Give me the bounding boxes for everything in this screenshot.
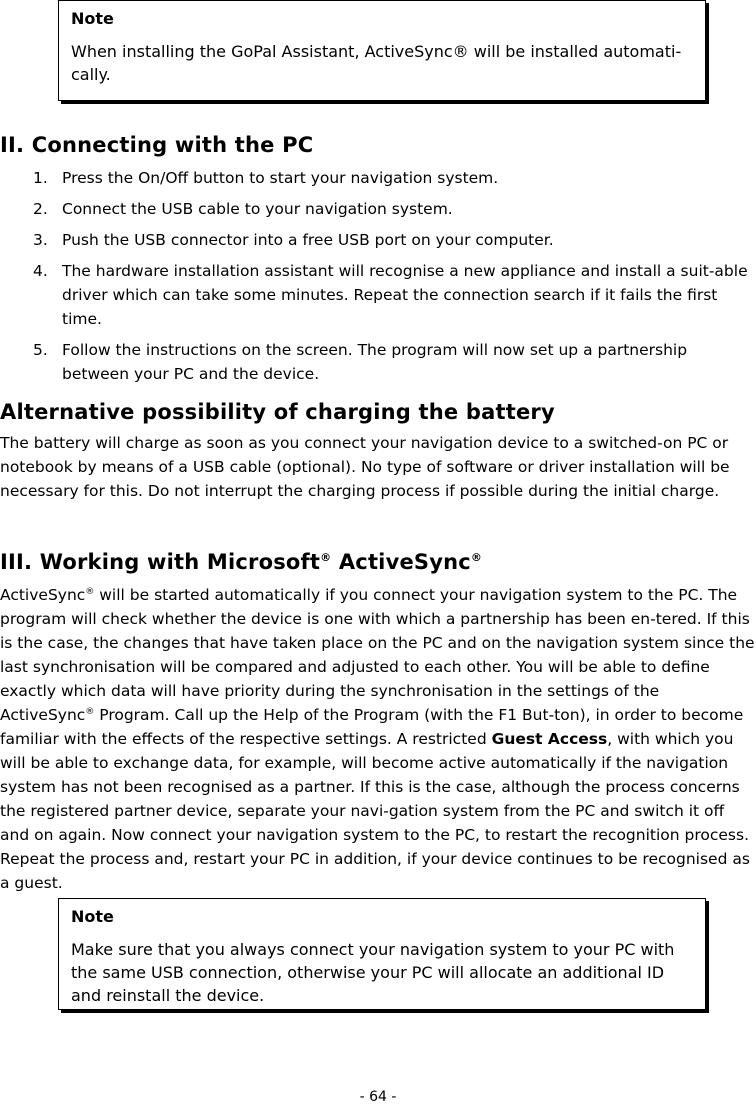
text-run: , with which you will be able to exchange data, for example, will become active automatically if the navigation system has not been recognised as a partner. If this is the case, although the process concerns the registered partner device, separate your navi-gation system from the PC and switch it off and on again. Now connect your navigation system to the PC, to restart the recognition process. Repeat the process and, restart your PC in addition, if your device continues to be recognised as a guest. [0,730,750,892]
step-text: The hardware installation assistant will recognise a new appliance and install a suit-able driver which can take some minutes. Repeat the connection search if it fails the first time. [62,262,748,328]
text-run: ActiveSync [0,586,86,604]
registered-mark: ® [85,586,95,597]
list-item [0,259,756,331]
text-run: Program. Call up the Help of the Program (with the F1 But-ton), in order to become familiar with the effects of the respective settings. A restricted [0,706,744,748]
list-item [0,197,756,221]
step-number: 4. [33,262,48,280]
step-text: Push the USB connector into a free USB port on your computer. [62,231,554,249]
text-run: will be started automatically if you connect your navigation system to the PC. The program will check whether the device is one with which a partnership has been en-tered. If this is the case, the changes that have taken place on the PC and on the navigation system since the last synchronisation will be compared and adjusted to each other. You will be able to define exactly which data will have priority during the synchronisation in the settings of the ActiveSync [0,586,755,724]
registered-mark: ® [470,551,483,564]
list-item [0,166,756,190]
page-number: - 64 - [359,1089,397,1105]
connection-steps-list [0,166,756,393]
alt-charging-paragraph: The battery will charge as soon as you connect your navigation device to a switched-on PC or notebook by means of a USB cable (optional). No type of software or driver installation will be necessary for this. Do not interrupt the charging process if possible during the initial charge. [0,434,730,500]
note-title: Note [71,9,114,28]
section-heading-connecting: II. Connecting with the PC [0,133,314,157]
step-text: Connect the USB cable to your navigation system. [62,200,453,218]
note-title: Note [71,907,114,926]
list-item [0,228,756,252]
step-number: 2. [33,200,48,218]
step-number: 3. [33,231,48,249]
step-text: Press the On/Off button to start your navigation system. [62,169,499,187]
list-item [0,338,756,386]
note-text: When installing the GoPal Assistant, ActiveSync® will be installed automati-cally. [71,42,682,84]
section-heading-activesync [0,550,482,574]
activesync-paragraph [0,583,756,895]
step-number: 5. [33,341,48,359]
registered-mark: ® [85,706,95,717]
note-box-2 [58,898,706,1010]
registered-mark: ® [320,551,332,564]
guest-access-term: Guest Access [491,730,608,748]
step-text: Follow the instructions on the screen. The program will now set up a partnership between your PC and the device. [62,341,688,383]
note-text: Make sure that you always connect your navigation system to your PC with the same USB connection, otherwise your PC will allocate an additional ID and reinstall the device. [71,940,675,1005]
heading-part: ActiveSync [331,550,471,574]
section-heading-alt-charging: Alternative possibility of charging the battery [0,400,555,424]
step-number: 1. [33,169,48,187]
note-box-1 [58,0,706,101]
heading-part: III. Working with Microsoft [0,550,321,574]
